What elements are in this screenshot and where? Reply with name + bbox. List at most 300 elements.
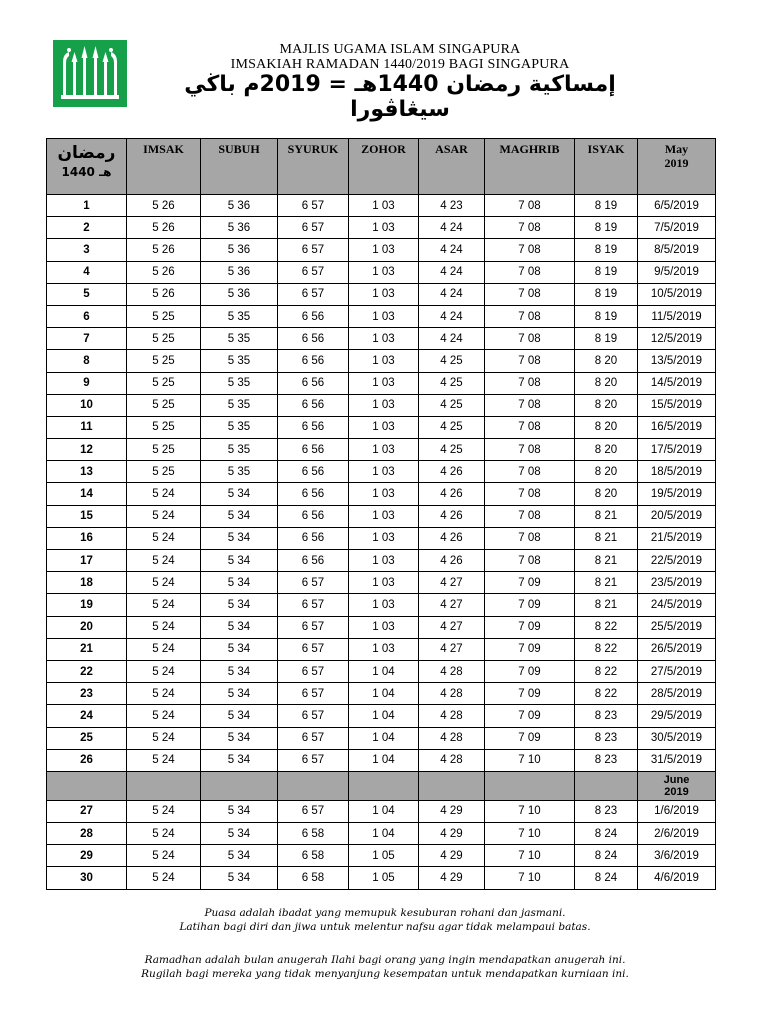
cell-subuh: 5 34 [201, 749, 278, 771]
cell-zohor: 1 04 [349, 660, 419, 682]
cell-syuruk: 6 57 [278, 572, 349, 594]
cell-asar: 4 28 [419, 660, 485, 682]
cell-asar: 4 27 [419, 638, 485, 660]
cell-subuh: 5 35 [201, 439, 278, 461]
table-row [47, 800, 716, 822]
cell-imsak: 5 24 [127, 705, 201, 727]
header-subtitle: IMSAKIAH RAMADAN 1440/2019 BAGI SINGAPURA [230, 57, 570, 72]
cell-maghrib: 7 09 [485, 705, 575, 727]
cell-zohor: 1 04 [349, 800, 419, 822]
cell-syuruk: 6 57 [278, 616, 349, 638]
cell-zohor: 1 03 [349, 283, 419, 305]
cell-isyak: 8 23 [575, 800, 638, 822]
cell-zohor: 1 05 [349, 845, 419, 867]
cell-day: 8 [47, 350, 127, 372]
cell-asar: 4 26 [419, 483, 485, 505]
cell-isyak: 8 21 [575, 550, 638, 572]
cell-imsak: 5 24 [127, 823, 201, 845]
cell-date: 19/5/2019 [638, 483, 716, 505]
cell-maghrib: 7 08 [485, 239, 575, 261]
cell-day: 30 [47, 867, 127, 889]
cell-date: 20/5/2019 [638, 505, 716, 527]
cell-syuruk: 6 57 [278, 594, 349, 616]
cell-subuh: 5 35 [201, 350, 278, 372]
cell-subuh: 5 34 [201, 483, 278, 505]
cell-date: 12/5/2019 [638, 328, 716, 350]
cell-zohor: 1 04 [349, 727, 419, 749]
cell-subuh: 5 36 [201, 239, 278, 261]
cell-day: 13 [47, 461, 127, 483]
cell-isyak: 8 24 [575, 867, 638, 889]
cell-asar: 4 29 [419, 845, 485, 867]
cell-subuh: 5 35 [201, 461, 278, 483]
cell-zohor: 1 03 [349, 616, 419, 638]
cell-subuh: 5 34 [201, 550, 278, 572]
cell-asar: 4 24 [419, 261, 485, 283]
cell-subuh: 5 34 [201, 616, 278, 638]
table-row [47, 705, 716, 727]
cell-imsak: 5 24 [127, 594, 201, 616]
cell-day: 5 [47, 283, 127, 305]
cell-imsak: 5 25 [127, 394, 201, 416]
cell-date: 16/5/2019 [638, 416, 716, 438]
cell-imsak: 5 24 [127, 845, 201, 867]
cell-subuh: 5 34 [201, 845, 278, 867]
cell-subuh: 5 35 [201, 372, 278, 394]
table-row [47, 305, 716, 327]
cell-isyak: 8 19 [575, 261, 638, 283]
cell-asar: 4 29 [419, 823, 485, 845]
cell-isyak: 8 21 [575, 505, 638, 527]
cell-day: 1 [47, 195, 127, 217]
cell-syuruk: 6 56 [278, 550, 349, 572]
cell-syuruk: 6 56 [278, 527, 349, 549]
cell-day: 6 [47, 305, 127, 327]
cell-date: 21/5/2019 [638, 527, 716, 549]
column-header-subuh: SUBUH [201, 139, 278, 195]
cell-syuruk: 6 57 [278, 283, 349, 305]
cell-syuruk: 6 56 [278, 439, 349, 461]
table-row [47, 616, 716, 638]
cell-maghrib: 7 08 [485, 439, 575, 461]
cell-zohor: 1 03 [349, 372, 419, 394]
cell-day: 18 [47, 572, 127, 594]
cell-date: 28/5/2019 [638, 683, 716, 705]
table-row [47, 461, 716, 483]
cell-imsak: 5 24 [127, 616, 201, 638]
cell-zohor: 1 04 [349, 705, 419, 727]
month-separator [47, 771, 716, 800]
cell-subuh: 5 36 [201, 261, 278, 283]
cell-isyak: 8 20 [575, 350, 638, 372]
cell-subuh: 5 35 [201, 305, 278, 327]
cell-syuruk: 6 57 [278, 660, 349, 682]
cell-syuruk: 6 57 [278, 727, 349, 749]
cell-date: 25/5/2019 [638, 616, 716, 638]
column-header-imsak: IMSAK [127, 139, 201, 195]
cell-date: 17/5/2019 [638, 439, 716, 461]
table-row [47, 527, 716, 549]
table-row [47, 483, 716, 505]
cell-subuh: 5 34 [201, 527, 278, 549]
cell-asar: 4 28 [419, 749, 485, 771]
cell-maghrib: 7 08 [485, 372, 575, 394]
cell-zohor: 1 03 [349, 572, 419, 594]
ramadan-column-header [47, 139, 127, 195]
cell-syuruk: 6 56 [278, 372, 349, 394]
cell-subuh: 5 34 [201, 727, 278, 749]
cell-maghrib: 7 09 [485, 594, 575, 616]
schedule-body-june [47, 800, 716, 889]
cell-zohor: 1 03 [349, 550, 419, 572]
cell-zohor: 1 03 [349, 439, 419, 461]
cell-syuruk: 6 57 [278, 217, 349, 239]
cell-imsak: 5 26 [127, 195, 201, 217]
cell-isyak: 8 24 [575, 823, 638, 845]
cell-subuh: 5 34 [201, 800, 278, 822]
cell-zohor: 1 03 [349, 350, 419, 372]
cell-zohor: 1 03 [349, 505, 419, 527]
cell-day: 23 [47, 683, 127, 705]
cell-date: 26/5/2019 [638, 638, 716, 660]
table-row [47, 239, 716, 261]
cell-maghrib: 7 08 [485, 283, 575, 305]
table-row [47, 195, 716, 217]
cell-asar: 4 24 [419, 239, 485, 261]
cell-date: 30/5/2019 [638, 727, 716, 749]
cell-imsak: 5 25 [127, 461, 201, 483]
cell-imsak: 5 24 [127, 683, 201, 705]
cell-maghrib: 7 08 [485, 505, 575, 527]
table-row [47, 505, 716, 527]
cell-maghrib: 7 09 [485, 727, 575, 749]
cell-zohor: 1 03 [349, 217, 419, 239]
cell-asar: 4 28 [419, 727, 485, 749]
cell-imsak: 5 24 [127, 749, 201, 771]
cell-zohor: 1 05 [349, 867, 419, 889]
cell-isyak: 8 19 [575, 328, 638, 350]
header-arabic-title: إمساكية رمضان 1440هـ = 2019م باڬي سيڠاڤورا [184, 72, 616, 122]
cell-date: 9/5/2019 [638, 261, 716, 283]
cell-subuh: 5 36 [201, 195, 278, 217]
cell-date: 18/5/2019 [638, 461, 716, 483]
cell-day: 22 [47, 660, 127, 682]
cell-date: 2/6/2019 [638, 823, 716, 845]
cell-zohor: 1 03 [349, 261, 419, 283]
cell-isyak: 8 22 [575, 660, 638, 682]
cell-day: 3 [47, 239, 127, 261]
cell-imsak: 5 24 [127, 800, 201, 822]
cell-imsak: 5 24 [127, 638, 201, 660]
cell-asar: 4 26 [419, 550, 485, 572]
table-header-row [47, 139, 716, 195]
cell-asar: 4 27 [419, 616, 485, 638]
column-header-month-may: May 2019 [638, 139, 716, 195]
separator-cell [47, 771, 127, 800]
table-row [47, 594, 716, 616]
cell-maghrib: 7 10 [485, 749, 575, 771]
cell-isyak: 8 20 [575, 483, 638, 505]
cell-day: 21 [47, 638, 127, 660]
cell-day: 16 [47, 527, 127, 549]
cell-syuruk: 6 58 [278, 867, 349, 889]
cell-day: 24 [47, 705, 127, 727]
cell-syuruk: 6 57 [278, 239, 349, 261]
cell-imsak: 5 25 [127, 416, 201, 438]
ramadan-year-label: 1440 هـ [61, 165, 112, 179]
cell-imsak: 5 26 [127, 217, 201, 239]
cell-zohor: 1 03 [349, 305, 419, 327]
cell-imsak: 5 24 [127, 727, 201, 749]
cell-day: 2 [47, 217, 127, 239]
cell-subuh: 5 35 [201, 328, 278, 350]
table-row [47, 372, 716, 394]
cell-day: 11 [47, 416, 127, 438]
table-row [47, 727, 716, 749]
cell-maghrib: 7 08 [485, 527, 575, 549]
cell-syuruk: 6 56 [278, 305, 349, 327]
cell-date: 31/5/2019 [638, 749, 716, 771]
cell-date: 4/6/2019 [638, 867, 716, 889]
cell-subuh: 5 34 [201, 705, 278, 727]
cell-date: 11/5/2019 [638, 305, 716, 327]
cell-subuh: 5 34 [201, 683, 278, 705]
cell-imsak: 5 25 [127, 439, 201, 461]
separator-cell [127, 771, 201, 800]
table-row [47, 845, 716, 867]
table-row [47, 261, 716, 283]
cell-asar: 4 27 [419, 572, 485, 594]
cell-date: 24/5/2019 [638, 594, 716, 616]
cell-date: 6/5/2019 [638, 195, 716, 217]
cell-maghrib: 7 08 [485, 261, 575, 283]
cell-isyak: 8 20 [575, 372, 638, 394]
table-row [47, 439, 716, 461]
cell-isyak: 8 21 [575, 572, 638, 594]
separator-cell [575, 771, 638, 800]
cell-zohor: 1 03 [349, 328, 419, 350]
cell-isyak: 8 19 [575, 283, 638, 305]
cell-maghrib: 7 08 [485, 350, 575, 372]
column-header-zohor: ZOHOR [349, 139, 419, 195]
cell-day: 27 [47, 800, 127, 822]
cell-imsak: 5 24 [127, 527, 201, 549]
cell-day: 14 [47, 483, 127, 505]
table-row [47, 394, 716, 416]
cell-asar: 4 24 [419, 305, 485, 327]
separator-cell [419, 771, 485, 800]
cell-isyak: 8 19 [575, 217, 638, 239]
table-row [47, 823, 716, 845]
table-row [47, 867, 716, 889]
cell-asar: 4 25 [419, 350, 485, 372]
cell-zohor: 1 03 [349, 638, 419, 660]
cell-asar: 4 28 [419, 705, 485, 727]
cell-asar: 4 26 [419, 527, 485, 549]
cell-syuruk: 6 56 [278, 350, 349, 372]
cell-subuh: 5 34 [201, 505, 278, 527]
cell-maghrib: 7 10 [485, 845, 575, 867]
cell-maghrib: 7 08 [485, 195, 575, 217]
muis-logo-icon [53, 40, 127, 107]
cell-imsak: 5 24 [127, 660, 201, 682]
cell-date: 13/5/2019 [638, 350, 716, 372]
cell-maghrib: 7 08 [485, 217, 575, 239]
table-row [47, 749, 716, 771]
cell-day: 9 [47, 372, 127, 394]
cell-syuruk: 6 57 [278, 749, 349, 771]
cell-maghrib: 7 08 [485, 394, 575, 416]
cell-maghrib: 7 10 [485, 800, 575, 822]
cell-subuh: 5 34 [201, 572, 278, 594]
cell-day: 17 [47, 550, 127, 572]
cell-day: 12 [47, 439, 127, 461]
cell-isyak: 8 21 [575, 527, 638, 549]
cell-imsak: 5 25 [127, 305, 201, 327]
cell-asar: 4 27 [419, 594, 485, 616]
cell-isyak: 8 19 [575, 305, 638, 327]
footer-line-4: Rugilah bagi mereka yang tidak menyanjung kesempatan untuk mendapatkan kurniaan ini. [141, 968, 629, 980]
cell-imsak: 5 24 [127, 572, 201, 594]
cell-day: 19 [47, 594, 127, 616]
cell-subuh: 5 34 [201, 638, 278, 660]
cell-syuruk: 6 56 [278, 483, 349, 505]
cell-subuh: 5 36 [201, 217, 278, 239]
cell-day: 15 [47, 505, 127, 527]
cell-day: 10 [47, 394, 127, 416]
cell-zohor: 1 03 [349, 416, 419, 438]
cell-isyak: 8 22 [575, 683, 638, 705]
cell-imsak: 5 24 [127, 867, 201, 889]
cell-imsak: 5 24 [127, 505, 201, 527]
cell-isyak: 8 19 [575, 195, 638, 217]
separator-cell [485, 771, 575, 800]
cell-asar: 4 29 [419, 800, 485, 822]
cell-zohor: 1 04 [349, 823, 419, 845]
cell-subuh: 5 35 [201, 394, 278, 416]
cell-imsak: 5 25 [127, 328, 201, 350]
cell-asar: 4 23 [419, 195, 485, 217]
cell-isyak: 8 20 [575, 394, 638, 416]
cell-syuruk: 6 57 [278, 683, 349, 705]
cell-imsak: 5 26 [127, 239, 201, 261]
footer-line-2: Latihan bagi diri dan jiwa untuk melentur nafsu agar tidak melampaui batas. [179, 921, 591, 933]
cell-asar: 4 26 [419, 461, 485, 483]
cell-syuruk: 6 57 [278, 800, 349, 822]
table-row [47, 660, 716, 682]
table-row [47, 283, 716, 305]
cell-asar: 4 25 [419, 416, 485, 438]
cell-day: 4 [47, 261, 127, 283]
cell-imsak: 5 25 [127, 372, 201, 394]
cell-day: 28 [47, 823, 127, 845]
cell-asar: 4 24 [419, 328, 485, 350]
cell-maghrib: 7 08 [485, 328, 575, 350]
cell-day: 25 [47, 727, 127, 749]
column-header-maghrib: MAGHRIB [485, 139, 575, 195]
cell-zohor: 1 03 [349, 461, 419, 483]
cell-maghrib: 7 08 [485, 550, 575, 572]
cell-subuh: 5 34 [201, 823, 278, 845]
cell-isyak: 8 21 [575, 594, 638, 616]
cell-syuruk: 6 56 [278, 461, 349, 483]
cell-isyak: 8 19 [575, 239, 638, 261]
cell-imsak: 5 25 [127, 350, 201, 372]
cell-imsak: 5 24 [127, 483, 201, 505]
cell-asar: 4 25 [419, 394, 485, 416]
cell-date: 3/6/2019 [638, 845, 716, 867]
cell-subuh: 5 35 [201, 416, 278, 438]
column-header-asar: ASAR [419, 139, 485, 195]
cell-isyak: 8 22 [575, 616, 638, 638]
cell-zohor: 1 04 [349, 749, 419, 771]
cell-isyak: 8 23 [575, 727, 638, 749]
cell-asar: 4 25 [419, 439, 485, 461]
separator-cell [201, 771, 278, 800]
cell-asar: 4 24 [419, 217, 485, 239]
cell-date: 22/5/2019 [638, 550, 716, 572]
cell-zohor: 1 03 [349, 594, 419, 616]
cell-maghrib: 7 08 [485, 416, 575, 438]
cell-syuruk: 6 56 [278, 505, 349, 527]
cell-maghrib: 7 09 [485, 683, 575, 705]
cell-isyak: 8 20 [575, 439, 638, 461]
cell-imsak: 5 26 [127, 261, 201, 283]
cell-asar: 4 28 [419, 683, 485, 705]
table-row [47, 572, 716, 594]
cell-date: 14/5/2019 [638, 372, 716, 394]
cell-date: 10/5/2019 [638, 283, 716, 305]
cell-syuruk: 6 58 [278, 845, 349, 867]
cell-subuh: 5 34 [201, 594, 278, 616]
cell-isyak: 8 23 [575, 749, 638, 771]
cell-subuh: 5 34 [201, 867, 278, 889]
cell-zohor: 1 03 [349, 195, 419, 217]
table-row [47, 638, 716, 660]
cell-asar: 4 25 [419, 372, 485, 394]
cell-date: 15/5/2019 [638, 394, 716, 416]
cell-date: 7/5/2019 [638, 217, 716, 239]
month-label-june: June 2019 [638, 771, 716, 800]
cell-isyak: 8 20 [575, 416, 638, 438]
cell-syuruk: 6 57 [278, 638, 349, 660]
cell-day: 20 [47, 616, 127, 638]
cell-maghrib: 7 09 [485, 572, 575, 594]
cell-isyak: 8 23 [575, 705, 638, 727]
cell-zohor: 1 03 [349, 483, 419, 505]
table-row [47, 328, 716, 350]
cell-syuruk: 6 56 [278, 416, 349, 438]
ramadan-label-arabic: رمضان [57, 143, 116, 163]
cell-date: 8/5/2019 [638, 239, 716, 261]
table-row [47, 350, 716, 372]
schedule-body-may [47, 195, 716, 772]
cell-asar: 4 29 [419, 867, 485, 889]
cell-syuruk: 6 57 [278, 195, 349, 217]
column-header-syuruk: SYURUK [278, 139, 349, 195]
table-row [47, 683, 716, 705]
footer-line-3: Ramadhan adalah bulan anugerah Ilahi bagi orang yang ingin mendapatkan anugerah ini. [144, 954, 626, 966]
column-header-isyak: ISYAK [575, 139, 638, 195]
cell-maghrib: 7 09 [485, 638, 575, 660]
cell-imsak: 5 24 [127, 550, 201, 572]
cell-maghrib: 7 09 [485, 616, 575, 638]
separator-cell [349, 771, 419, 800]
cell-date: 23/5/2019 [638, 572, 716, 594]
cell-subuh: 5 36 [201, 283, 278, 305]
cell-syuruk: 6 58 [278, 823, 349, 845]
table-row [47, 550, 716, 572]
